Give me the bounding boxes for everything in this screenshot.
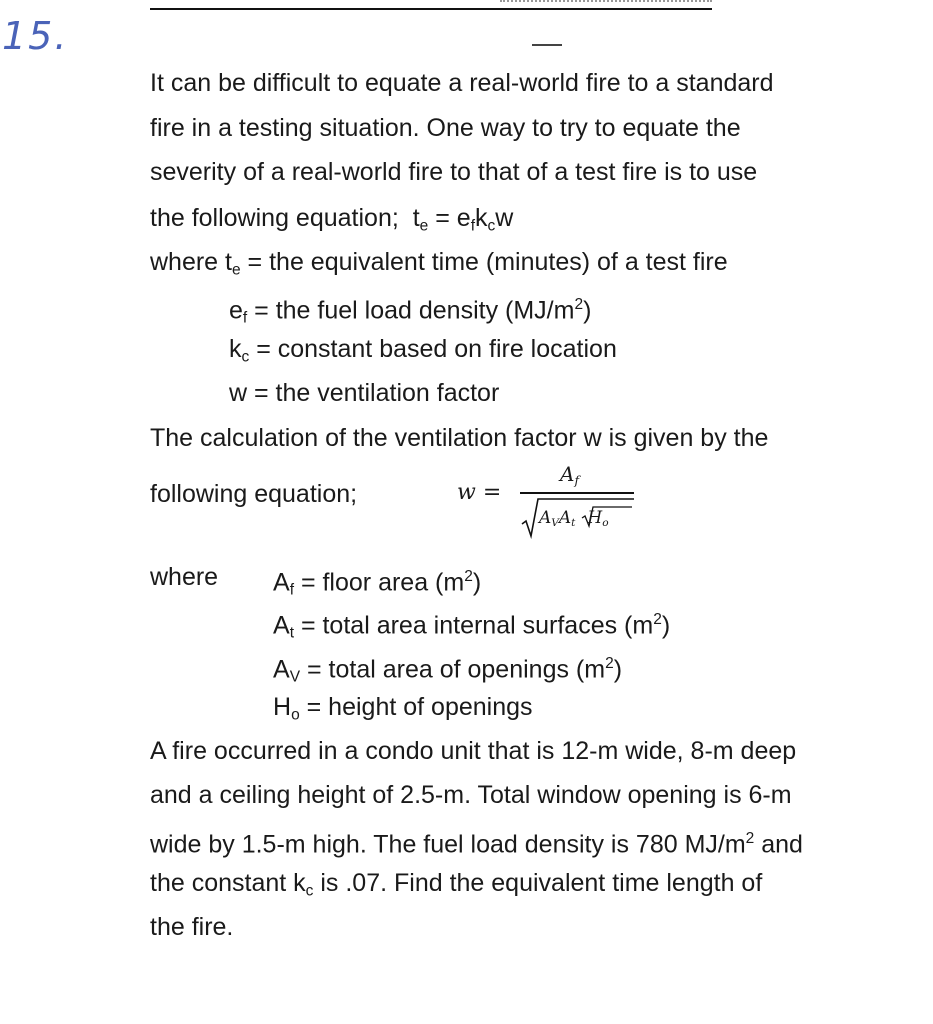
vent-intro: The calculation of the ventilation factor w is given by the bbox=[150, 424, 769, 452]
def-av-subscript: V bbox=[289, 668, 301, 686]
den-a2-subscript: t bbox=[571, 516, 576, 529]
ventilation-formula bbox=[520, 462, 634, 542]
def-af-superscript: 2 bbox=[464, 568, 473, 585]
problem-line-2: and a ceiling height of 2.5-m. Total window opening is 6-m bbox=[150, 781, 792, 809]
def-ho bbox=[273, 692, 533, 730]
problem-number: 15. bbox=[2, 14, 69, 58]
def-av bbox=[273, 649, 622, 693]
def-ef-text: = the fuel load density (MJ/m bbox=[247, 296, 575, 325]
pen-mark bbox=[532, 44, 562, 46]
def-af-subscript: f bbox=[289, 581, 294, 599]
def-te-text: = the equivalent time (minutes) of a test fire bbox=[240, 248, 728, 276]
def-av-close: ) bbox=[613, 655, 623, 684]
fraction-bar bbox=[520, 492, 634, 494]
problem-line-3-a: wide by 1.5-m high. The fuel load density is 780 MJ/m bbox=[150, 830, 746, 859]
denominator-terms bbox=[539, 508, 609, 529]
problem-line-4 bbox=[150, 868, 762, 906]
def-at-close: ) bbox=[661, 611, 671, 640]
def-af-text: = floor area (m bbox=[294, 568, 465, 597]
den-a1: A bbox=[539, 508, 552, 528]
w-symbol: w bbox=[495, 204, 514, 232]
top-rule-faint bbox=[500, 0, 712, 4]
intro-line-2: fire in a testing situation. One way to try to equate the bbox=[150, 114, 741, 142]
problem-line-3 bbox=[150, 824, 803, 859]
def-te-label: where t bbox=[150, 248, 232, 276]
def-av-text: = total area of openings (m bbox=[300, 655, 606, 684]
def-av-superscript: 2 bbox=[605, 655, 614, 672]
def-ho-subscript: o bbox=[291, 706, 300, 724]
ef-subscript: f bbox=[470, 217, 475, 235]
problem-line-4-b: is .07. Find the equivalent time length of bbox=[313, 869, 763, 897]
def-at-symbol: A bbox=[273, 611, 290, 640]
equation-lead: the following equation; bbox=[150, 204, 399, 232]
def-at bbox=[273, 605, 670, 649]
vent-lead: following equation; bbox=[150, 480, 358, 508]
formula-denominator bbox=[520, 496, 634, 536]
def-ef bbox=[229, 290, 591, 334]
def-ef-symbol: e bbox=[229, 296, 243, 325]
den-h-subscript: o bbox=[602, 516, 609, 529]
defs2-where: where bbox=[150, 563, 219, 591]
def-ef-subscript: f bbox=[242, 309, 248, 327]
den-h: H bbox=[587, 508, 603, 528]
formula-lhs: w = bbox=[457, 480, 502, 505]
def-kc bbox=[229, 334, 617, 372]
num-a-subscript: f bbox=[574, 472, 580, 488]
num-a: A bbox=[560, 462, 575, 486]
den-a2: A bbox=[558, 508, 572, 528]
def-at-text: = total area internal surfaces (m bbox=[294, 611, 654, 640]
def-te bbox=[150, 247, 728, 285]
problem-line-3-superscript: 2 bbox=[745, 830, 755, 847]
problem-line-3-b: and bbox=[754, 830, 803, 859]
def-at-superscript: 2 bbox=[653, 611, 662, 628]
problem-line-5: the fire. bbox=[150, 913, 234, 941]
def-kc-symbol: k bbox=[229, 335, 242, 363]
problem-line-4-a: the constant k bbox=[150, 869, 306, 897]
def-ef-close: ) bbox=[583, 296, 592, 325]
problem-line-1: A fire occurred in a condo unit that is 12-m wide, 8-m deep bbox=[150, 737, 797, 765]
problem-line-4-subscript: c bbox=[305, 882, 314, 900]
k-symbol: k bbox=[475, 204, 488, 232]
equation-line bbox=[150, 203, 513, 241]
def-af-close: ) bbox=[472, 568, 482, 597]
equals-ef: = e bbox=[428, 204, 471, 232]
def-w: w = the ventilation factor bbox=[229, 379, 500, 407]
den-a1-subscript: V bbox=[551, 516, 559, 529]
def-ho-text: = height of openings bbox=[299, 693, 533, 721]
def-af-symbol: A bbox=[273, 568, 290, 597]
def-at-subscript: t bbox=[289, 624, 294, 642]
def-ef-superscript: 2 bbox=[574, 296, 584, 313]
def-kc-subscript: c bbox=[241, 348, 250, 366]
def-av-symbol: A bbox=[273, 655, 290, 684]
formula-numerator bbox=[560, 462, 579, 487]
def-te-subscript: e bbox=[231, 261, 241, 279]
intro-line-1: It can be difficult to equate a real-world fire to a standard bbox=[150, 69, 774, 97]
top-rule bbox=[150, 8, 712, 10]
def-kc-text: = constant based on fire location bbox=[249, 335, 617, 363]
def-af bbox=[273, 562, 481, 606]
intro-line-3: severity of a real-world fire to that of a test fire is to use bbox=[150, 158, 758, 186]
te-symbol: t bbox=[412, 204, 420, 232]
kc-subscript: c bbox=[487, 217, 496, 235]
def-ho-symbol: H bbox=[273, 693, 292, 721]
te-subscript: e bbox=[419, 217, 429, 235]
